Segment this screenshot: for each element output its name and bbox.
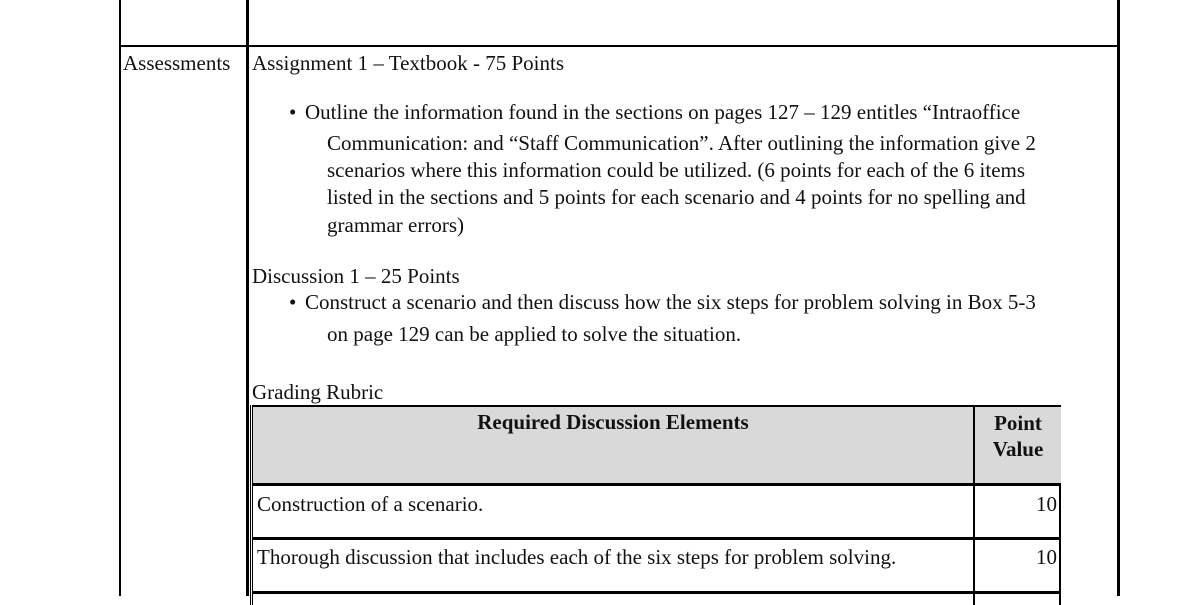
rubric-row-divider <box>253 537 1061 540</box>
table-column-divider <box>246 0 249 596</box>
rubric-row-element: Thorough discussion that includes each of the six steps for problem solving. <box>257 545 897 569</box>
rubric-row-divider <box>253 591 1061 594</box>
bullet-icon: • <box>289 290 297 314</box>
assignment-line: Outline the information found in the sections on pages 127 – 129 entitles “Intraoffice <box>305 100 1021 124</box>
rubric-row-points: 10 <box>1036 492 1057 516</box>
assignment-title: Assignment 1 – Textbook - 75 Points <box>252 51 564 75</box>
bullet-icon: • <box>289 100 297 124</box>
assignment-line: grammar errors) <box>327 213 465 237</box>
rubric-row-points: 10 <box>1036 545 1057 569</box>
rubric-row-element: Construction of a scenario. <box>257 492 484 516</box>
rubric-header-points-line1: Point <box>994 411 1042 435</box>
rubric-header-points-line2: Value <box>992 437 1044 461</box>
table-right-border <box>1117 0 1120 596</box>
assignment-line: scenarios where this information could be utilized. (6 points for each of the 6 items <box>327 158 1026 182</box>
rubric-header-elements: Required Discussion Elements <box>477 410 749 434</box>
assignment-line: Communication: and “Staff Communication”. After outlining the information give 2 <box>327 131 1036 155</box>
rubric-caption: Grading Rubric <box>252 380 384 404</box>
discussion-title: Discussion 1 – 25 Points <box>252 264 460 288</box>
rubric-column-divider <box>973 405 975 605</box>
rubric-header-points <box>975 410 1061 462</box>
assignment-line: listed in the sections and 5 points for each scenario and 4 points for no spelling and <box>327 185 1026 209</box>
discussion-line: Construct a scenario and then discuss how the six steps for problem solving in Box 5-3 <box>305 290 1036 314</box>
table-row-divider <box>119 45 1120 47</box>
discussion-line: on page 129 can be applied to solve the situation. <box>327 322 742 346</box>
rubric-table <box>250 405 1061 605</box>
row-label: Assessments <box>123 51 231 75</box>
table-left-border <box>119 0 121 596</box>
